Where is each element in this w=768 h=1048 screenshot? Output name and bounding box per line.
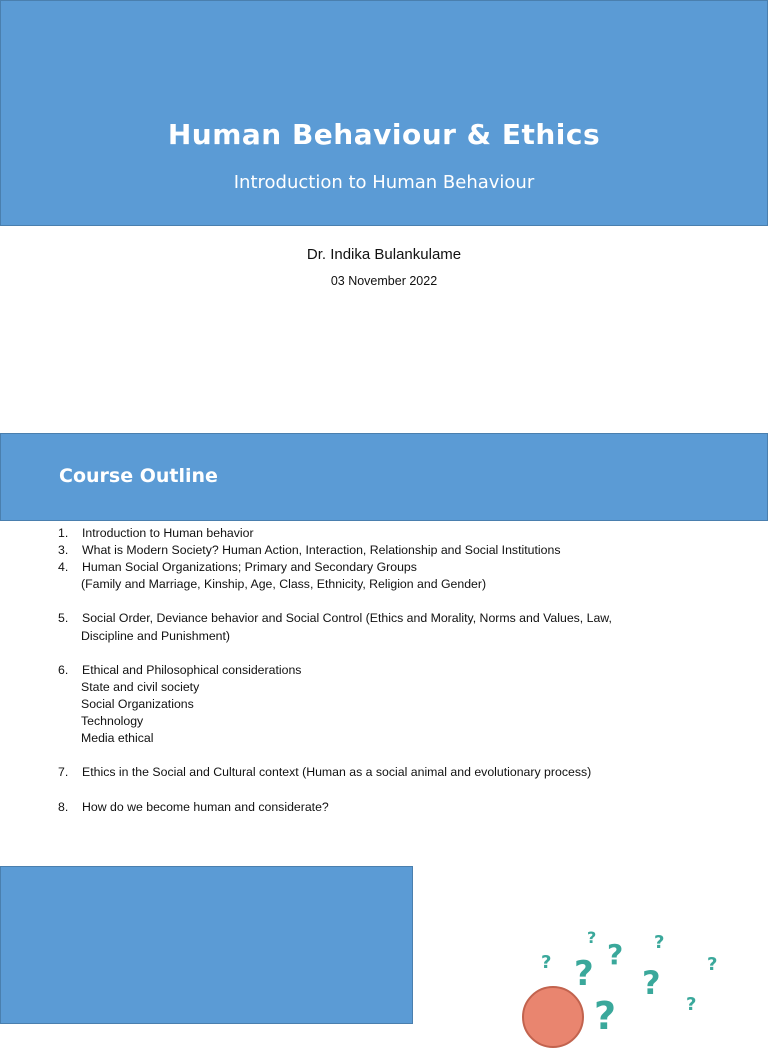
sub-item: State and civil society: [81, 679, 200, 694]
list-item: 8. How do we become human and considerate?: [58, 799, 329, 814]
author-name: Dr. Indika Bulankulame: [306, 246, 462, 263]
sub-item: Social Organizations: [81, 696, 194, 711]
outline-list: [58, 525, 748, 816]
sub-item: Media ethical: [81, 731, 154, 746]
list-item: 7. Ethics in the Social and Cultural context (Human as a social animal and evolutionary process): [58, 765, 592, 780]
question-mark: ?: [707, 954, 718, 975]
list-item: 6. Ethical and Philosophical considerations: [58, 662, 302, 677]
question-mark: ?: [654, 932, 665, 953]
slide-title: Human Behaviour & Ethics: [167, 118, 601, 151]
question-mark: ?: [594, 994, 617, 1038]
sub-item: Technology: [81, 714, 144, 729]
question-mark: ?: [541, 952, 552, 973]
list-item: 3. What is Modern Society? Human Action, Interaction, Relationship and Social Institutions: [58, 543, 561, 558]
question-mark: ?: [642, 964, 661, 1002]
presentation-date: 03 November 2022: [330, 274, 438, 288]
third-slide-banner: [0, 866, 413, 1024]
question-mark: ?: [686, 994, 697, 1015]
list-item-continuation: Discipline and Punishment): [81, 628, 231, 643]
list-item: 5. Social Order, Deviance behavior and Social Control (Ethics and Morality, Norms and Values, Law,: [58, 611, 612, 626]
list-item: 4. Human Social Organizations; Primary and Secondary Groups: [58, 560, 417, 575]
slide-subtitle: Introduction to Human Behaviour: [233, 172, 535, 193]
title-slide: [0, 0, 768, 430]
list-item-continuation: (Family and Marriage, Kinship, Age, Class, Ethnicity, Religion and Gender): [81, 577, 487, 592]
question-mark: ?: [607, 938, 624, 971]
outline-heading: Course Outline: [59, 465, 218, 487]
question-mark: ?: [574, 954, 594, 994]
question-mark: ?: [587, 928, 597, 947]
list-item: 1. Introduction to Human behavior: [58, 526, 254, 540]
person-head: [522, 986, 584, 1048]
outline-slide: [0, 433, 768, 863]
